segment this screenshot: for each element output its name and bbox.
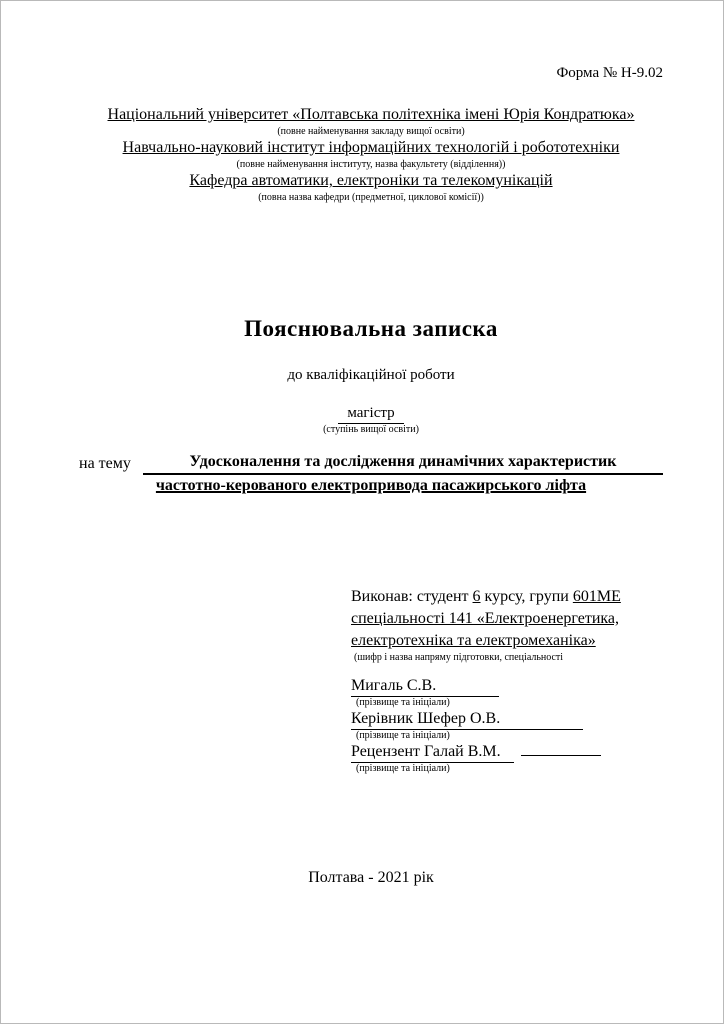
degree-value: магістр	[338, 403, 403, 424]
signature-blank-line	[521, 755, 601, 756]
institute-caption: (повне найменування інституту, назва факультету (відділення))	[236, 159, 506, 170]
topic-block	[79, 451, 663, 497]
organization-block	[79, 104, 663, 203]
executor-course: 6	[472, 588, 481, 605]
signature-name-supervisor: Керівник Шефер О.В.	[351, 708, 583, 730]
degree-line	[79, 403, 663, 435]
topic-title-line2-wrap	[79, 475, 663, 497]
specialty-caption: (шифр і назва напряму підготовки, спеціальності	[354, 652, 564, 663]
topic-title-line2: частотно-керованого електропривода пасажирського ліфта	[155, 477, 587, 494]
topic-label: на тему	[79, 455, 131, 472]
signature-name-reviewer: Рецензент Галай В.М.	[351, 741, 514, 763]
form-number: Форма № Н-9.02	[556, 65, 663, 81]
degree-caption: (ступінь вищої освіти)	[323, 424, 419, 435]
topic-row	[79, 451, 663, 475]
executor-block	[351, 586, 663, 774]
executor-group: 601МЕ	[572, 588, 621, 605]
signatures-block	[351, 675, 663, 774]
signature-caption-reviewer: (прізвище та ініціали)	[356, 763, 450, 774]
topic-title-line1: Удосконалення та дослідження динамічних характеристик	[143, 451, 663, 475]
department-caption: (повна назва кафедри (предметної, циклової комісії))	[258, 192, 484, 203]
signature-name-executor: Мигаль С.В.	[351, 675, 499, 697]
document-title: Пояснювальна записка	[244, 316, 498, 341]
executor-middle: курсу, групи	[480, 588, 573, 605]
department-name: Кафедра автоматики, електроніки та телекомунікацій	[189, 172, 553, 189]
university-caption: (повне найменування закладу вищої освіти)	[277, 126, 465, 137]
city-year-line: Полтава - 2021 рік	[308, 869, 434, 886]
signature-caption-supervisor: (прізвище та ініціали)	[356, 730, 450, 741]
specialty-line2: електротехніка та електромеханіка»	[351, 632, 596, 649]
signature-row-reviewer	[351, 741, 663, 774]
executor-line	[351, 586, 663, 608]
signature-row-supervisor	[351, 708, 663, 741]
specialty-line1: спеціальності 141 «Електроенергетика,	[351, 610, 620, 627]
executor-prefix: Виконав: студент	[351, 588, 473, 605]
university-name: Національний університет «Полтавська політехніка імені Юрія Кондратюка»	[107, 106, 635, 123]
signature-caption-executor: (прізвище та ініціали)	[356, 697, 450, 708]
signature-row-executor	[351, 675, 663, 708]
institute-name: Навчально-науковий інститут інформаційних технологій і робототехніки	[122, 139, 620, 156]
document-subtitle: до кваліфікаційної роботи	[287, 367, 455, 383]
